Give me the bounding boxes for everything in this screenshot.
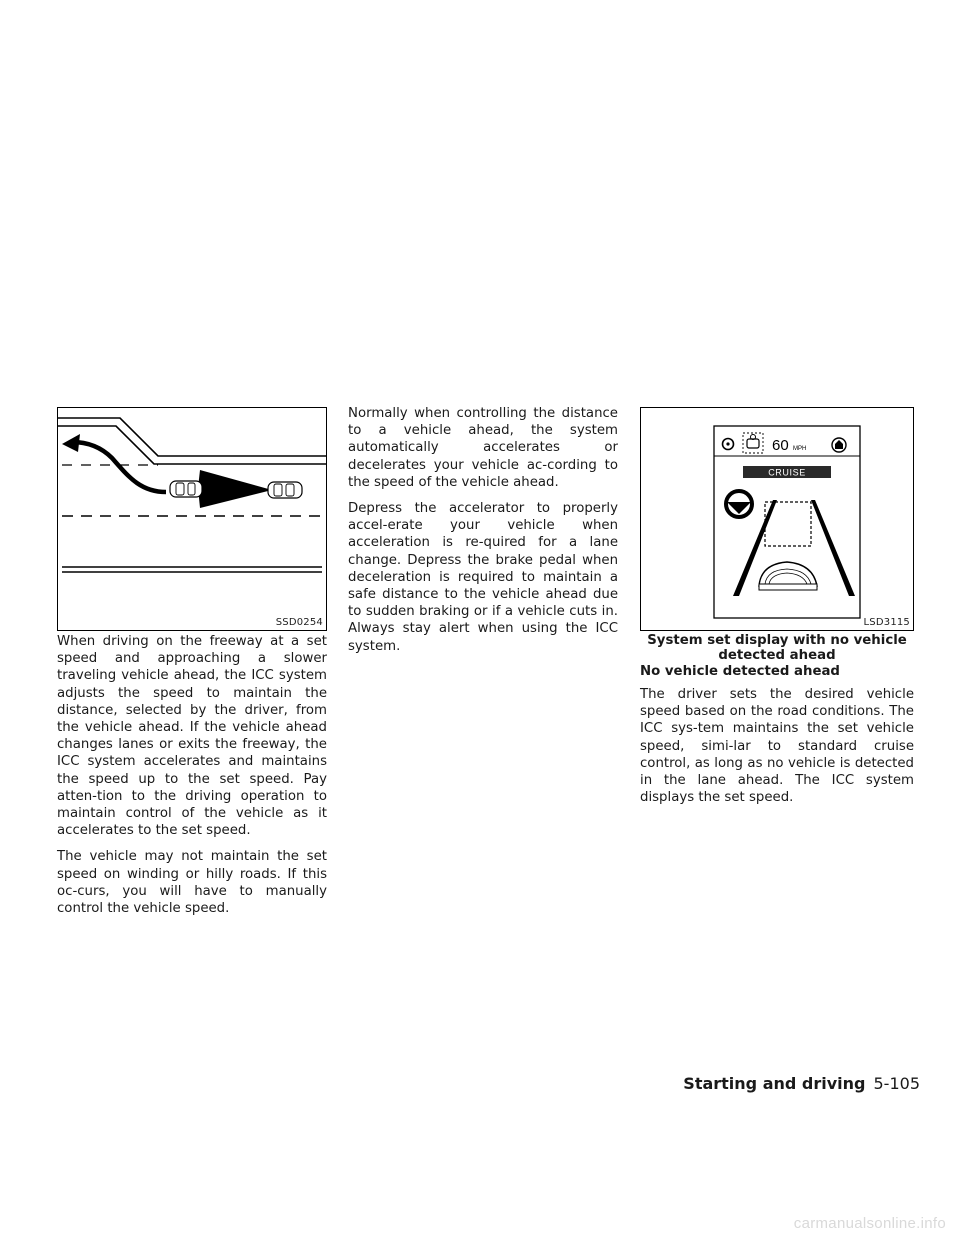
icc-display-figure <box>640 407 914 631</box>
figure-caption <box>640 633 914 663</box>
section-name: Starting and driving <box>683 1074 866 1093</box>
freeway-diagram <box>58 408 326 630</box>
figure-code: SSD0254 <box>275 617 323 628</box>
radar-beam <box>198 470 272 508</box>
lane-change-figure <box>57 407 327 631</box>
paragraph: The vehicle may not maintain the set speed on winding or hilly roads. If this oc-curs, you will have to manually control the vehicle speed. <box>57 849 327 917</box>
paragraph: When driving on the freeway at a set speed and approaching a slower traveling vehicle ahead, the ICC system adjusts the speed to maintain the distance, selected by the driver, from the vehicle ahead. If the vehicle ahead changes lanes or exits the freeway, the ICC system accelerates and maintains the speed up to the set speed. Pay atten-tion to the driving operation to maintain control of the vehicle as it accelerates to the set speed. <box>57 634 327 839</box>
arrow-head-icon <box>62 434 80 452</box>
left-column <box>57 633 327 926</box>
vehicle-ahead-icon <box>268 482 302 498</box>
cruise-display <box>641 408 913 630</box>
speed-unit: MPH <box>793 446 807 452</box>
set-speed-value: 60 <box>772 437 789 454</box>
page-number: 5-105 <box>873 1074 920 1093</box>
road-edge-line <box>58 426 326 464</box>
paragraph: The driver sets the desired vehicle speed based on the road conditions. The ICC sys-tem maintains the set vehicle speed, simi-lar to standard cruise control, as long as no vehicle is detected in the lane ahead. The ICC system displays the set speed. <box>640 687 914 806</box>
watermark: carmanualsonline.info <box>793 1215 946 1232</box>
paragraph: Depress the accelerator to properly accel-erate your vehicle when acceleration is re-quired for a lane change. Depress the brake pedal when deceleration is required to maintain a safe distance to the vehicle ahead due to sudden braking or if a vehicle cuts in. Always stay alert when using the ICC system. <box>348 501 618 654</box>
steering-wheel-icon <box>726 491 752 517</box>
page-footer <box>683 1074 920 1093</box>
cruise-label: CRUISE <box>768 467 806 478</box>
steering-assist-icon <box>723 439 734 450</box>
right-column <box>640 686 914 815</box>
section-heading: No vehicle detected ahead <box>640 664 840 679</box>
middle-column <box>348 405 618 664</box>
caption-line: detected ahead <box>718 648 836 663</box>
own-vehicle-icon <box>170 481 202 497</box>
caption-line: System set display with no vehicle <box>647 633 907 648</box>
paragraph: Normally when controlling the distance to a vehicle ahead, the system automatically accelerates or decelerates your vehicle ac-cording to the speed of the vehicle ahead. <box>348 406 618 490</box>
figure-code: LSD3115 <box>863 617 910 628</box>
